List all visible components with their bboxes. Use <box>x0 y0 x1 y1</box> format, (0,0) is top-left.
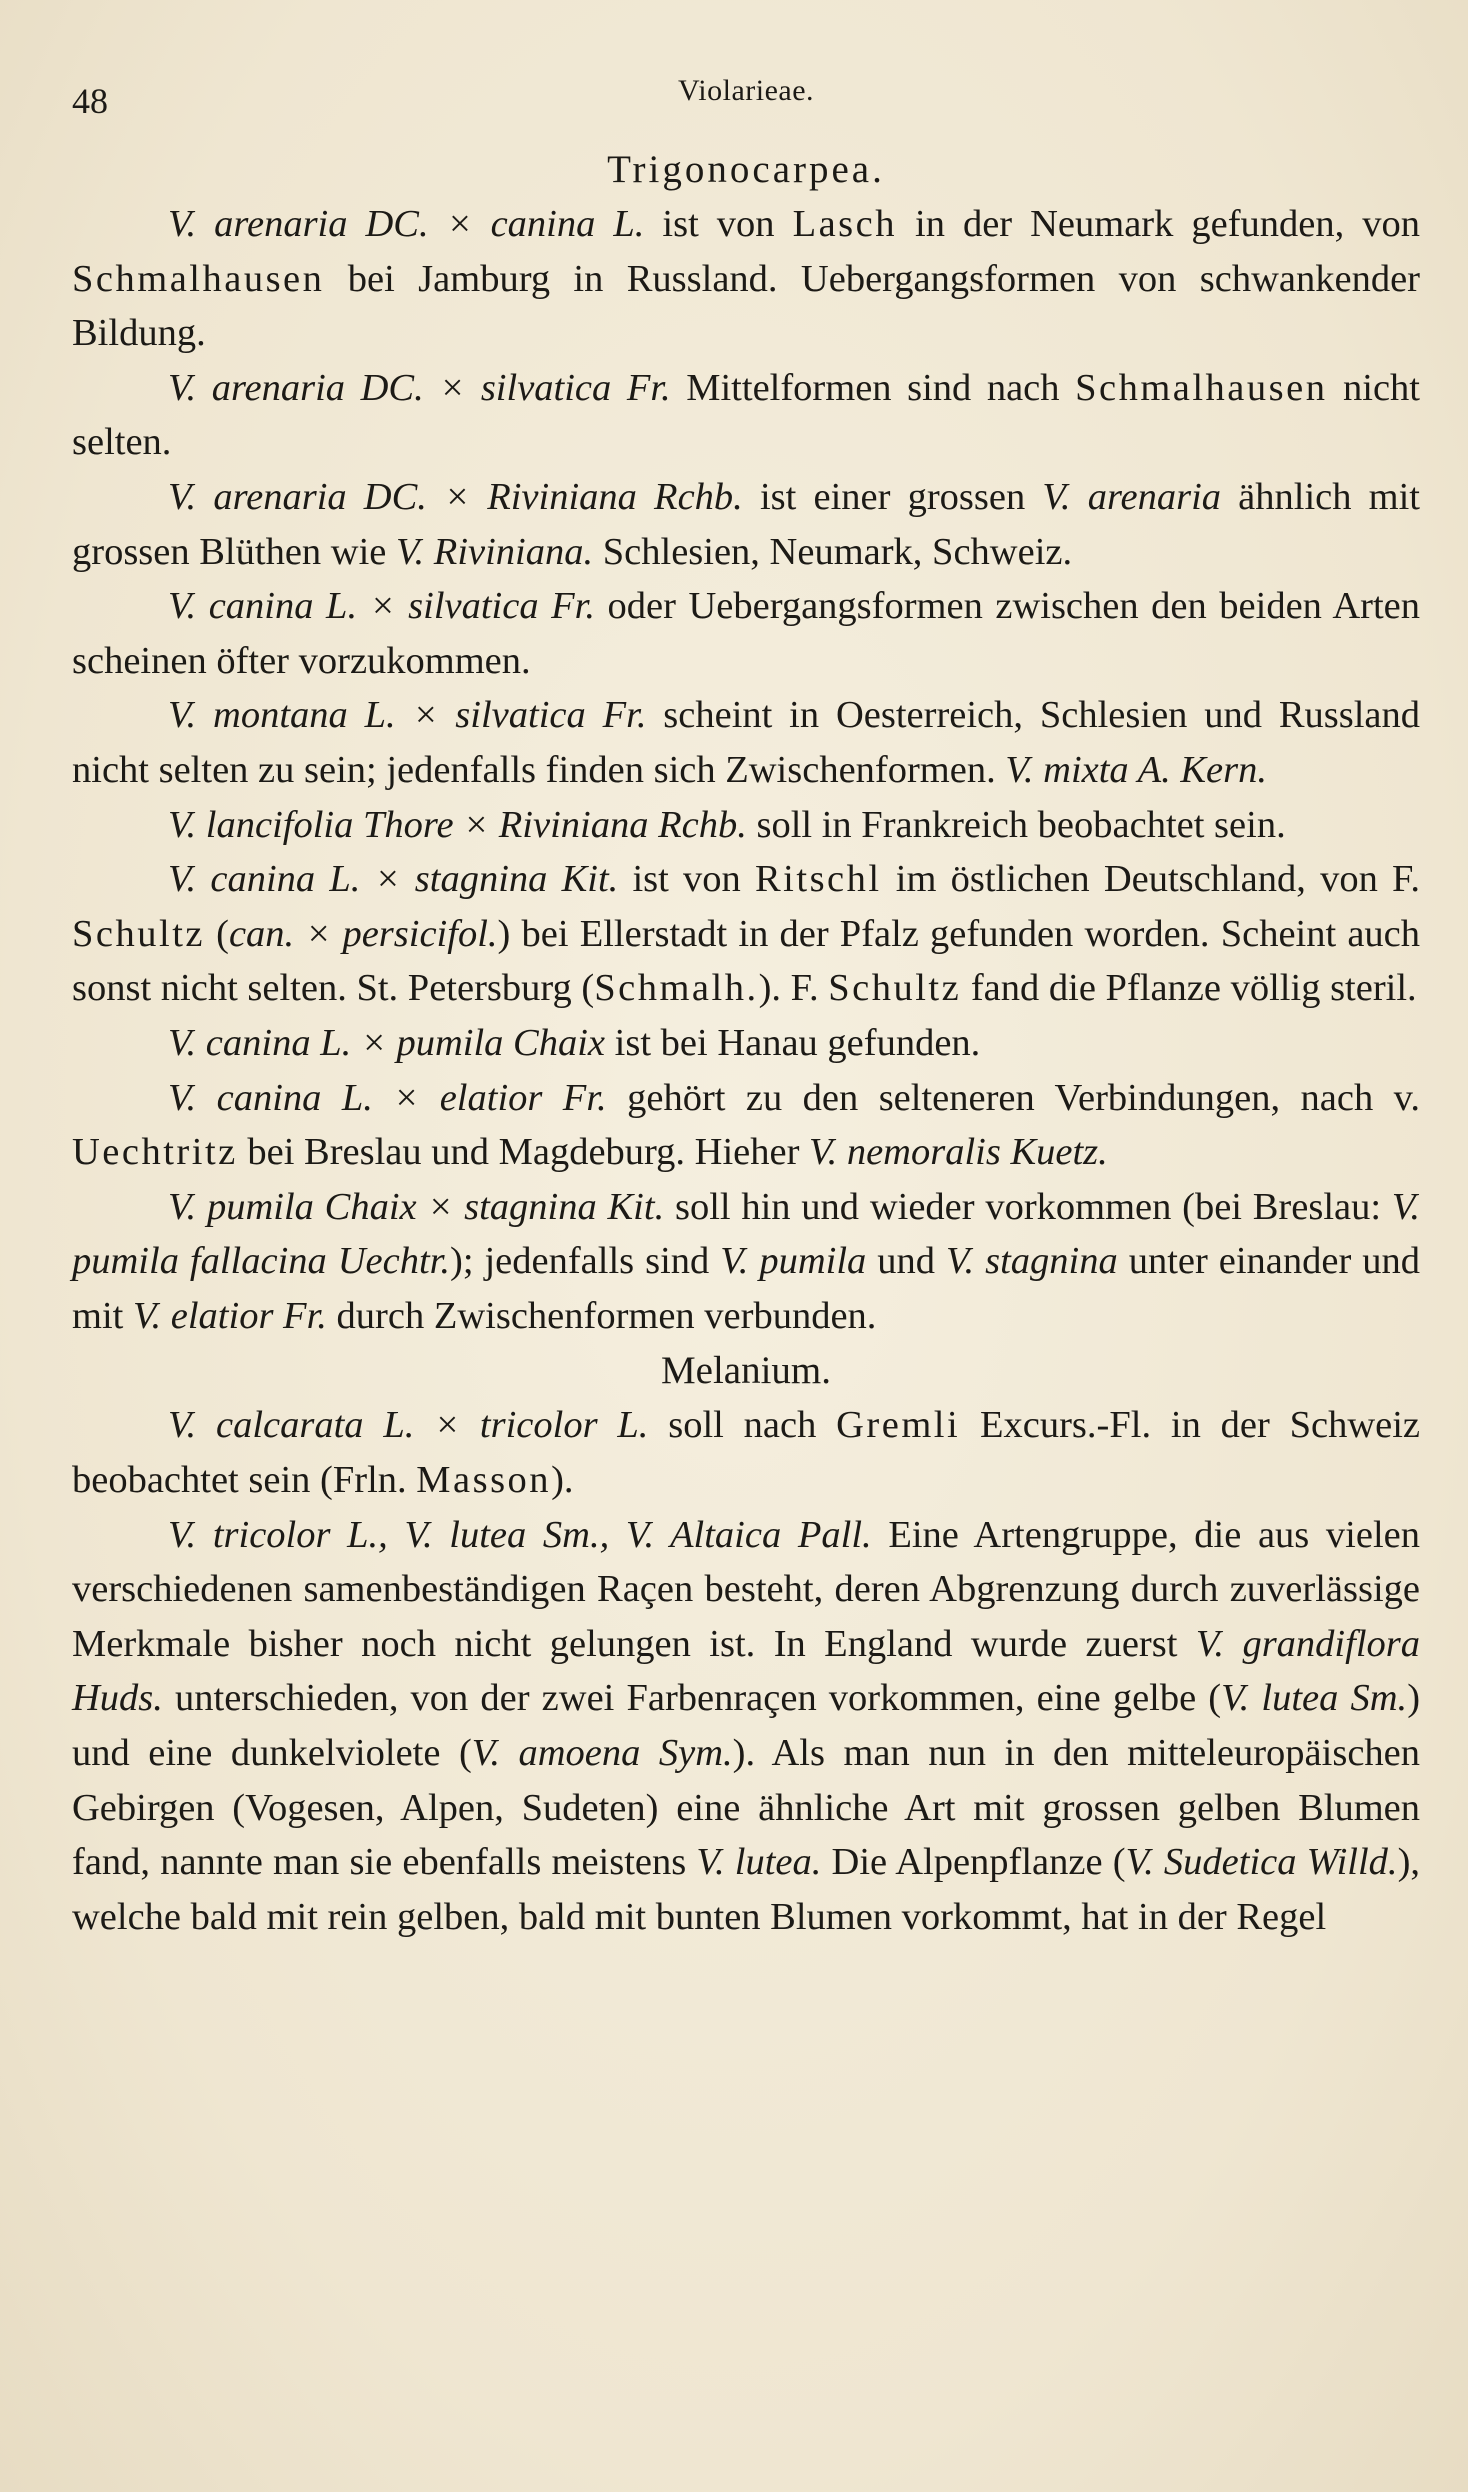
taxon-name: V. mixta A. Kern. <box>1005 748 1268 791</box>
text-run: ). Als man nun in den mitteleuropäischen Gebirgen (Vogesen, Alpen, Sudeten) eine ähnliche Art mit grossen gelben Blumen fand, nannte man sie ebenfalls meistens <box>72 1732 1420 1884</box>
taxon-name: V. canina L. × elatior Fr. <box>168 1076 607 1119</box>
text-run: ist von <box>618 858 755 901</box>
paragraph <box>72 1508 1420 1945</box>
text-run: ist einer grossen <box>742 475 1043 518</box>
page-number: 48 <box>72 81 108 121</box>
text-run: oder Uebergangsformen zwischen den beiden Arten scheinen öfter vorzukommen. <box>72 585 1420 682</box>
taxon-name: V. pumila fallacina Uechtr. <box>72 1185 1420 1283</box>
taxon-name: V. arenaria DC. × Riviniana Rchb. <box>168 475 743 518</box>
paragraph <box>72 1071 1420 1180</box>
taxon-name: V. lancifolia Thore × Riviniana Rchb. <box>168 803 747 846</box>
text-run: im östlichen Deutschland, von F. <box>881 858 1420 901</box>
paragraph <box>72 470 1420 579</box>
taxon-name: V. calcarata L. × tricolor L. <box>168 1404 649 1447</box>
taxon-name: V. Riviniana. <box>396 530 594 573</box>
text-run: soll nach <box>648 1404 837 1447</box>
taxon-name: V. pumila <box>720 1240 867 1283</box>
text-run: scheint in Oesterreich, Schlesien und Russland nicht selten zu sein; jedenfalls finden sich Zwischenformen. <box>72 694 1421 791</box>
text-run: soll hin und wieder vorkommen (bei Breslau: <box>664 1185 1392 1228</box>
text-run: fand die Pflanze völlig steril. <box>961 967 1417 1010</box>
text-run: ist bei Hanau gefunden. <box>605 1021 981 1064</box>
taxon-name: V. grandiflora Huds. <box>72 1622 1421 1720</box>
paragraph <box>72 852 1420 1016</box>
text-run: ). <box>551 1459 574 1502</box>
taxon-name: V. arenaria <box>1042 475 1222 518</box>
text-run: ) und eine dunkelviolete ( <box>72 1677 1421 1775</box>
taxon-name: V. canina L. × silvatica Fr. <box>168 585 595 628</box>
text-run: Schlesien, Neumark, Schweiz. <box>593 530 1073 573</box>
text-run: gehört zu den selteneren Verbindungen, nach v. <box>606 1076 1420 1119</box>
taxon-name: V. canina L. × pumila Chaix <box>168 1021 606 1064</box>
author-name: Masson <box>416 1459 552 1502</box>
paragraph <box>72 1016 1420 1071</box>
author-name: Schultz <box>828 967 962 1010</box>
text-run: bei Jamburg in Russland. Uebergangsformen von schwankender Bildung. <box>72 257 1420 355</box>
taxon-name: V. lutea Sm. <box>1221 1677 1408 1720</box>
taxon-name: V. lutea. <box>696 1841 822 1884</box>
paragraph <box>72 688 1420 797</box>
text-run: nicht selten. <box>72 366 1420 464</box>
taxon-name: V. tricolor L., V. lutea Sm., V. Altaica Pall. <box>168 1513 872 1556</box>
text-run: unterschieden, von der zwei Farbenraçen vorkommen, eine gelbe ( <box>162 1677 1222 1720</box>
text-run: ), welche bald mit rein gelben, bald mit bunten Blumen vorkommt, hat in der Regel <box>72 1841 1421 1938</box>
body-text <box>72 142 1420 1944</box>
text-run: in der Neumark gefunden, von <box>897 203 1420 245</box>
author-name: Schmalh. <box>594 967 759 1010</box>
section-title: Trigonocarpea. <box>607 148 885 191</box>
author-name: Schultz <box>72 912 205 955</box>
text-run: soll in Frankreich beobachtet sein. <box>746 803 1286 846</box>
text-run: ) bei Ellerstadt in der Pfalz gefunden worden. Scheint auch sonst nicht selten. St. Petersburg ( <box>72 912 1421 1010</box>
paragraph <box>72 1180 1420 1344</box>
taxon-name: V. arenaria DC. × silvatica Fr. <box>168 366 671 409</box>
taxon-name: can. × persicifol. <box>228 912 498 955</box>
text-run: Eine Artengruppe, die aus vielen verschiedenen samenbeständigen Raçen besteht, deren Abgrenzung durch zuverlässige Merkmale bisher noch nicht gelungen ist. In England wurde zuerst <box>72 1513 1420 1665</box>
paragraph <box>72 197 1420 361</box>
taxon-name: V. arenaria DC. × canina L. <box>168 203 645 245</box>
taxon-name: V. stagnina <box>945 1240 1118 1283</box>
paragraph <box>72 798 1420 853</box>
paragraph <box>72 579 1420 688</box>
author-name: Schmalhausen <box>72 257 325 300</box>
text-run: ); jedenfalls sind <box>450 1240 721 1283</box>
author-name: Gremli <box>836 1404 961 1447</box>
text-run: Mittelformen sind nach <box>670 366 1076 409</box>
taxon-name: V. amoena Sym. <box>471 1732 733 1775</box>
taxon-name: V. pumila Chaix × stagnina Kit. <box>168 1185 665 1228</box>
text-run: und <box>866 1240 946 1283</box>
author-name: Ritschl <box>755 858 882 901</box>
author-name: Uechtritz <box>72 1131 238 1174</box>
text-run: ). F. <box>758 967 829 1010</box>
taxon-name: V. nemoralis Kuetz. <box>809 1131 1108 1174</box>
text-run: Excurs.-Fl. in der Schweiz beobachtet sein (Frln. <box>72 1404 1420 1502</box>
taxon-name: V. elatior Fr. <box>132 1294 327 1337</box>
running-head <box>72 66 1420 121</box>
text-run: ähnlich mit grossen Blüthen wie <box>72 475 1420 573</box>
taxon-name: V. montana L. × silvatica Fr. <box>168 694 647 737</box>
text-run: ( <box>204 912 229 955</box>
taxon-name: V. Sudetica Willd. <box>1125 1841 1398 1884</box>
author-name: Schmalhausen <box>1075 366 1328 409</box>
running-title: Violarieae. <box>677 74 815 107</box>
text-run: unter einander und mit <box>72 1240 1421 1337</box>
taxon-name: V. canina L. × stagnina Kit. <box>168 858 619 901</box>
paragraph <box>72 361 1420 470</box>
author-name: Lasch <box>792 203 897 245</box>
text-run: durch Zwischenformen verbunden. <box>326 1294 877 1337</box>
text-run: ist von <box>644 203 793 245</box>
section-title: Melanium. <box>660 1349 832 1393</box>
paragraph <box>72 1398 1420 1507</box>
text-run: Die Alpenpflanze ( <box>821 1841 1126 1884</box>
text-run: bei Breslau und Magdeburg. Hieher <box>237 1131 810 1174</box>
